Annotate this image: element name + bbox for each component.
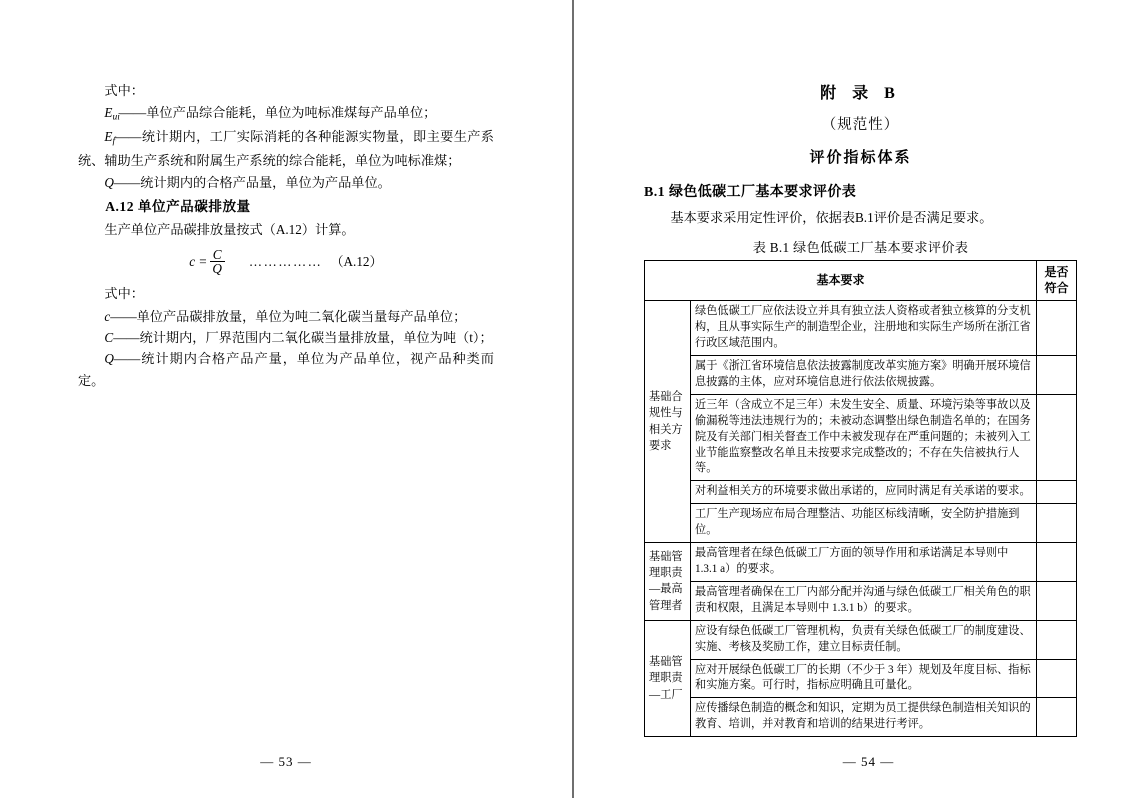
- formula-numerator: C: [210, 248, 225, 263]
- table-head: [645, 261, 1077, 301]
- conformity-cell[interactable]: [1037, 698, 1077, 737]
- appendix-title: 附 录 B: [820, 85, 901, 102]
- legend-text-c-cap: ——统计期内，厂界范围内二氧化碳当量排放量，单位为吨（t）；: [113, 330, 493, 346]
- legend-text-q: ——统计期内的合格产品量，单位为产品单位。: [113, 174, 391, 190]
- table-row: [645, 698, 1077, 737]
- conformity-cell[interactable]: [1037, 620, 1077, 659]
- requirement-cell: 近三年（含成立不足三年）未发生安全、质量、环境污染等事故以及偷漏税等违法违规行为的；未被动态调整出绿色制造名单的；在国务院及有关部门相关督查工作中未被发现存在严重问题的；未被列入工业节能监察整改名单且未按要求完成整改的；不存在失信被执行人等。: [691, 394, 1037, 481]
- requirement-cell: 对利益相关方的环境要求做出承诺的，应同时满足有关承诺的要求。: [691, 481, 1037, 504]
- table-row: [645, 356, 1077, 395]
- legend-item-q: [78, 172, 494, 193]
- symbol-e-ui-sub: ui: [112, 113, 120, 124]
- row-group-label-top-management: 基础管理职责—最高管理者: [645, 543, 691, 621]
- paragraph-b1: 基本要求采用定性评价，依据表B.1评价是否满足要求。: [670, 210, 993, 225]
- requirement-cell: 工厂生产现场应布局合理整洁、功能区标线清晰，安全防护措施到位。: [691, 504, 1037, 543]
- symbol-c-small: c: [104, 308, 111, 324]
- requirement-cell: 最高管理者确保在工厂内部分配并沟通与绿色低碳工厂相关角色的职责和权限，且满足本导则中 1.3.1 b）的要求。: [691, 581, 1037, 620]
- table-caption-b1: 表 B.1 绿色低碳工厂基本要求评价表: [752, 240, 969, 256]
- legend-item-ef: [78, 126, 494, 171]
- legend-item-c-cap: [78, 327, 494, 348]
- heading-b1: B.1 绿色低碳工厂基本要求评价表: [644, 185, 857, 200]
- conformity-cell[interactable]: [1037, 504, 1077, 543]
- formula-legend-intro-1: 式中：: [104, 83, 144, 98]
- conformity-cell[interactable]: [1037, 356, 1077, 395]
- table-row: [645, 581, 1077, 620]
- requirement-cell: 最高管理者在绿色低碳工厂方面的领导作用和承诺满足本导则中 1.3.1 a）的要求。: [691, 543, 1037, 582]
- table-row: [645, 394, 1077, 481]
- section-heading-a12: A.12 单位产品碳排放量: [105, 199, 251, 215]
- evaluation-table: [644, 260, 1077, 737]
- legend-text-ef: ——统计期内，工厂实际消耗的各种能源实物量，即主要生产系统、辅助生产系统和附属生产系统的综合能耗，单位为吨标准煤；: [78, 129, 494, 169]
- page-number-right: — 54 —: [842, 754, 895, 769]
- requirement-cell: 属于《浙江省环境信息依法披露制度改革实施方案》明确开展环境信息披露的主体，应对环境信息进行依法依规披露。: [691, 356, 1037, 395]
- conformity-cell[interactable]: [1037, 301, 1077, 356]
- requirement-cell: 应对开展绿色低碳工厂的长期（不少于 3 年）规划及年度目标、指标和实施方案。可行时，指标应明确且可量化。: [691, 659, 1037, 698]
- symbol-q2: Q: [104, 351, 114, 367]
- legend-text-c-small: ——单位产品碳排放量，单位为吨二氧化碳当量每产品单位；: [110, 308, 467, 324]
- table-row: [645, 620, 1077, 659]
- table-row: [645, 481, 1077, 504]
- formula-legend-intro-2: 式中：: [104, 286, 144, 302]
- page-number-left: — 53 —: [260, 754, 312, 769]
- legend-text-q2: ——统计期内合格产品产量，单位为产品单位，视产品种类而定。: [78, 351, 494, 388]
- conformity-cell[interactable]: [1037, 659, 1077, 698]
- table-header-conformity: 是否符合: [1037, 261, 1077, 301]
- conformity-cell[interactable]: [1037, 394, 1077, 481]
- legend-item-eui: [78, 102, 494, 126]
- section-paragraph-a12: 生产单位产品碳排放量按式（A.12）计算。: [104, 222, 355, 238]
- legend-item-c-small: [78, 306, 494, 327]
- table-row: [645, 543, 1077, 582]
- table-row: [645, 301, 1077, 356]
- row-group-label-compliance: 基础合规性与相关方要求: [645, 301, 691, 543]
- table-row: [645, 659, 1077, 698]
- table-header-row: [645, 261, 1077, 301]
- page-left: [0, 0, 572, 798]
- requirement-cell: 绿色低碳工厂应依法设立并具有独立法人资格或者独立核算的分支机构，且从事实际生产的制造型企业，注册地和实际生产场所在浙江省行政区域范围内。: [691, 301, 1037, 356]
- formula-fraction: [209, 248, 225, 277]
- table-body: [645, 301, 1077, 737]
- table-header-requirement: 基本要求: [645, 261, 1037, 301]
- symbol-q: Q: [104, 174, 114, 190]
- formula-leader-dots: ……………: [248, 254, 323, 270]
- symbol-e-f: E: [104, 129, 113, 145]
- formula-number: （A.12）: [330, 254, 383, 270]
- appendix-section-name: 评价指标体系: [809, 150, 912, 166]
- legend-text-eui: ——单位产品综合能耗，单位为吨标准煤每产品单位；: [119, 105, 437, 121]
- left-body: [78, 80, 494, 391]
- symbol-e-f-sub: f: [112, 137, 116, 148]
- conformity-cell[interactable]: [1037, 481, 1077, 504]
- row-group-label-factory: 基础管理职责—工厂: [645, 620, 691, 736]
- table-row: [645, 504, 1077, 543]
- formula-a12: [78, 248, 494, 277]
- formula-lhs: c =: [189, 254, 208, 270]
- conformity-cell[interactable]: [1037, 581, 1077, 620]
- symbol-e-ui: E: [104, 105, 113, 121]
- legend-item-q2: [78, 348, 494, 391]
- formula-denominator: Q: [212, 261, 222, 277]
- conformity-cell[interactable]: [1037, 543, 1077, 582]
- symbol-c-cap: C: [104, 330, 114, 346]
- page-right: [572, 0, 1147, 798]
- requirement-cell: 应设有绿色低碳工厂管理机构，负责有关绿色低碳工厂的制度建设、实施、考核及奖励工作，建立目标责任制。: [691, 620, 1037, 659]
- requirement-cell: 应传播绿色制造的概念和知识，定期为员工提供绿色制造相关知识的教育、培训，并对教育和培训的结果进行考评。: [691, 698, 1037, 737]
- appendix-normative-label: （规范性）: [821, 117, 900, 133]
